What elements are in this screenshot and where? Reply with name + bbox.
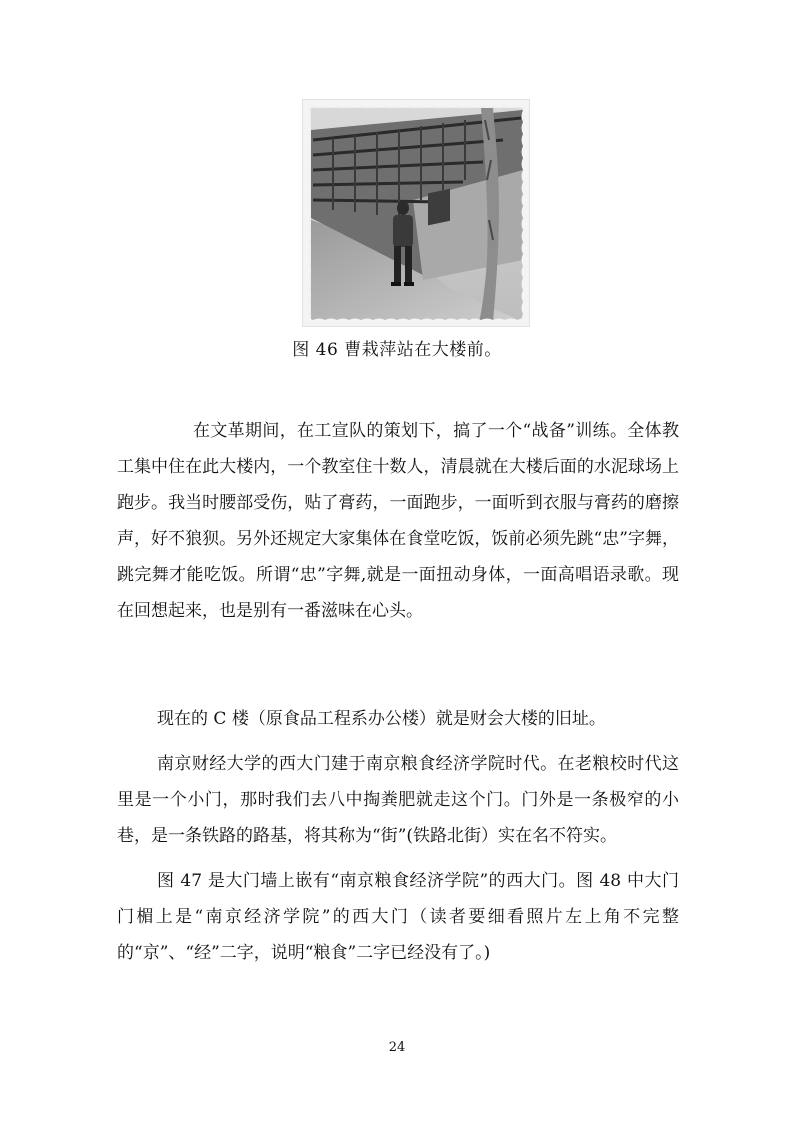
page-number: 24 bbox=[388, 1040, 406, 1055]
paragraph: 现在的 C 楼（原食品工程系办公楼）就是财会大楼的旧址。 bbox=[157, 709, 606, 729]
paragraphs-block bbox=[117, 701, 679, 980]
paragraph-1-block bbox=[117, 413, 679, 629]
paragraph: 在文革期间，在工宣队的策划下，搞了一个“战备”训练。全体教工集中住在此大楼内，一个教室住十数人，清晨就在大楼后面的水泥球场上跑步。我当时腰部受伤，贴了膏药，一面跑步，一面听到衣服与膏药的磨擦声，好不狼狈。另外还规定大家集体在食堂吃饭，饭前必须先跳“忠”字舞，跳完舞才能吃饭。所谓“忠”字舞,就是一面扭动身体，一面高唱语录歌。现在回想起来，也是别有一番滋味在心头。 bbox=[117, 421, 679, 621]
paragraph: 图 47 是大门墙上嵌有“南京粮食经济学院”的西大门。图 48 中大门门楣上是“南京经济学院”的西大门（读者要细看照片左上角不完整的“京”、“经”二字，说明“粮食”二字已经没有了。) bbox=[117, 871, 679, 963]
figure-caption: 图 46 曹栽萍站在大楼前。 bbox=[292, 340, 502, 360]
paragraph: 南京财经大学的西大门建于南京粮食经济学院时代。在老粮校时代这里是一个小门，那时我们去八中掏粪肥就走这个门。门外是一条极窄的小巷，是一条铁路的路基，将其称为“街”(铁路北街）实在名不符实。 bbox=[117, 754, 679, 846]
figure-46-photo bbox=[303, 100, 529, 326]
building-photo-illustration bbox=[303, 100, 529, 326]
